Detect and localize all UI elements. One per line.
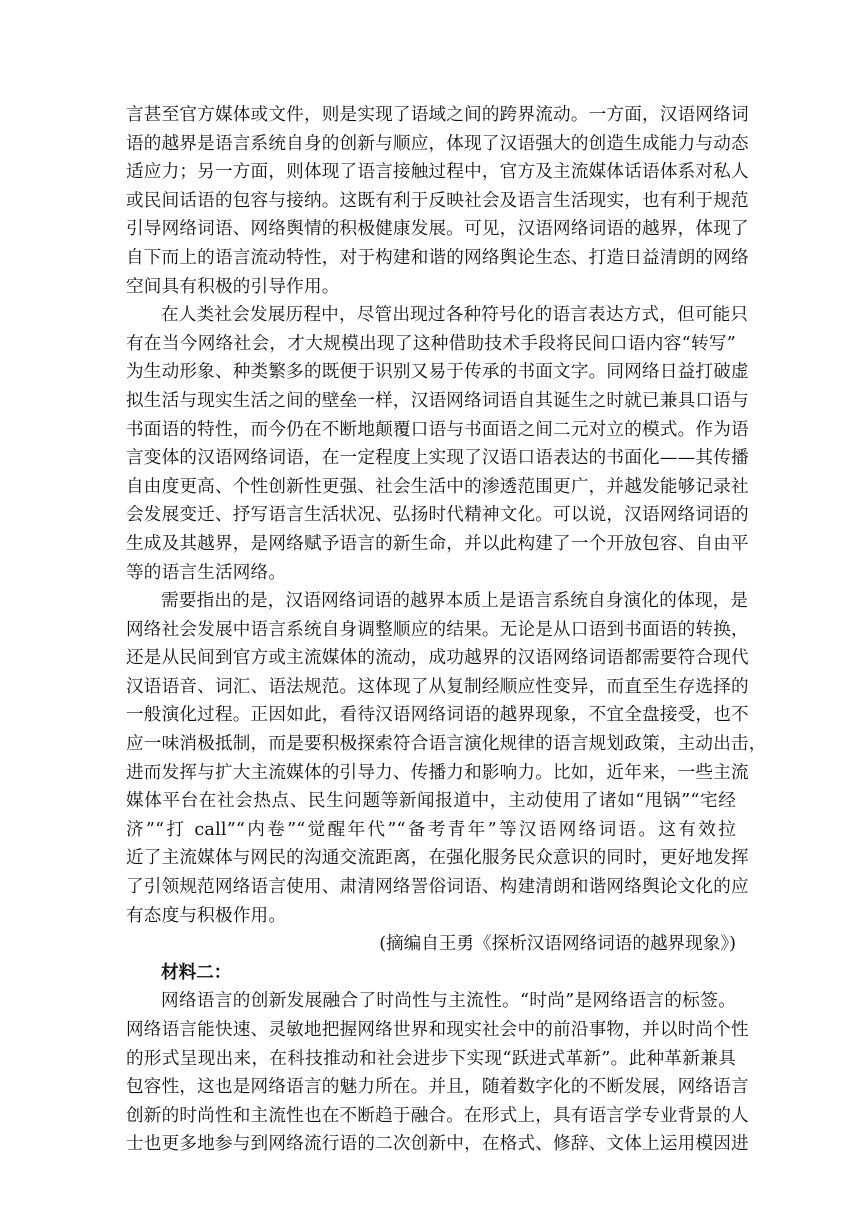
text-line: 自由度更高、个性创新性更强、社会生活中的渗透范围更广，并越发能够记录社 <box>126 476 749 497</box>
text-line: 引导网络词语、网络舆情的积极健康发展。可见，汉语网络词语的越界，体现了 <box>126 219 749 240</box>
text-line: 等的语言生活网络。 <box>126 562 287 583</box>
text-line: 在人类社会发展历程中，尽管出现过各种符号化的语言表达方式，但可能只 <box>161 305 749 326</box>
text-line: 为生动形象、种类繁多的既便于识别又易于传承的书面文字。同网络日益打破虚 <box>126 362 749 383</box>
section-heading: 材料二： <box>161 962 232 983</box>
text-line: 还是从民间到官方或主流媒体的流动，成功越界的汉语网络词语都需要符合现代 <box>126 648 749 669</box>
source-citation: (摘编自王勇《探析汉语网络词语的越界现象》) <box>379 934 736 955</box>
text-line: 媒体平台在社会热点、民生问题等新闻报道中，主动使用了诸如“甩锅”“宅经 <box>126 791 736 812</box>
text-line: 网络语言能快速、灵敏地把握网络世界和现实社会中的前沿事物，并以时尚个性 <box>126 1020 749 1040</box>
text-line: 空间具有积极的引导作用。 <box>126 276 340 297</box>
text-line: 适应力；另一方面，则体现了语言接触过程中，官方及主流媒体话语体系对私人 <box>126 162 749 183</box>
paragraph-3 <box>126 587 767 930</box>
text-line: 自下而上的语言流动特性，对于构建和谐的网络舆论生态、打造日益清朗的网络 <box>126 247 749 268</box>
text-line: 或民间话语的包容与接纳。这既有利于反映社会及语言生活现实，也有利于规范 <box>126 190 749 211</box>
paragraph-2 <box>126 301 749 587</box>
text-line: 生成及其越界，是网络赋予语言的新生命，并以此构建了一个开放包容、自由平 <box>126 533 749 554</box>
text-line: 进而发挥与扩大主流媒体的引导力、传播力和影响力。比如，近年来，一些主流 <box>126 762 749 783</box>
text-line: 言变体的汉语网络词语，在一定程度上实现了汉语口语表达的书面化——其传播 <box>126 448 749 469</box>
text-line: 拟生活与现实生活之间的壁垒一样，汉语网络词语自其诞生之时就已兼具口语与 <box>126 390 749 411</box>
text-line: 近了主流媒体与网民的沟通交流距离，在强化服务民众意识的同时，更好地发挥 <box>126 848 749 869</box>
paragraph-4 <box>126 987 749 1159</box>
text-line: 书面语的特性，而今仍在不断地颠覆口语与书面语之间二元对立的模式。作为语 <box>126 419 749 440</box>
text-line: 语的越界是语言系统自身的创新与顺应，体现了汉语强大的创造生成能力与动态 <box>126 133 749 154</box>
document-page <box>126 101 767 1159</box>
text-line: 需要指出的是，汉语网络词语的越界本质上是语言系统自身演化的体现，是 <box>161 591 749 612</box>
text-line: 了引领规范网络语言使用、肃清网络詈俗词语、构建清朗和谐网络舆论文化的应 <box>126 877 749 898</box>
text-line: 会发展变迁、抒写语言生活状况、弘扬时代精神文化。可以说，汉语网络词语的 <box>126 505 749 526</box>
text-line: 一般演化过程。正因如此，看待汉语网络词语的越界现象，不宜全盘接受，也不 <box>126 705 749 726</box>
text-line: 的形式呈现出来，在科技推动和社会进步下实现“跃进式革新”。此种革新兼具 <box>126 1048 736 1069</box>
text-line: 汉语语音、词汇、语法规范。这体现了从复制经顺应性变异，而直至生存选择的 <box>126 676 749 697</box>
paragraph-1 <box>126 101 749 301</box>
text-line: 言甚至官方媒体或文件，则是实现了语域之间的跨界流动。一方面，汉语网络词 <box>126 105 749 125</box>
text-line: 有在当今网络社会，才大规模出现了这种借助技术手段将民间口语内容“转写” <box>126 333 736 354</box>
text-line: 有态度与积极作用。 <box>126 905 287 926</box>
text-line: 包容性，这也是网络语言的魅力所在。并且，随着数字化的不断发展，网络语言 <box>126 1077 749 1098</box>
text-line: 应一味消极抵制，而是要积极探索符合语言演化规律的语言规划政策，主动出击， <box>126 734 767 755</box>
text-line: 网络语言的创新发展融合了时尚性与主流性。“时尚”是网络语言的标签。 <box>161 991 736 1012</box>
text-line: 创新的时尚性和主流性也在不断趋于融合。在形式上，具有语言学专业背景的人 <box>126 1105 749 1126</box>
text-line: 济”“打 call”“内卷”“觉醒年代”“备考青年”等汉语网络词语。这有效拉 <box>126 819 736 840</box>
text-line: 网络社会发展中语言系统自身调整顺应的结果。无论是从口语到书面语的转换， <box>126 619 749 640</box>
text-line: 士也更多地参与到网络流行语的二次创新中，在格式、修辞、文体上运用模因进 <box>126 1134 749 1155</box>
